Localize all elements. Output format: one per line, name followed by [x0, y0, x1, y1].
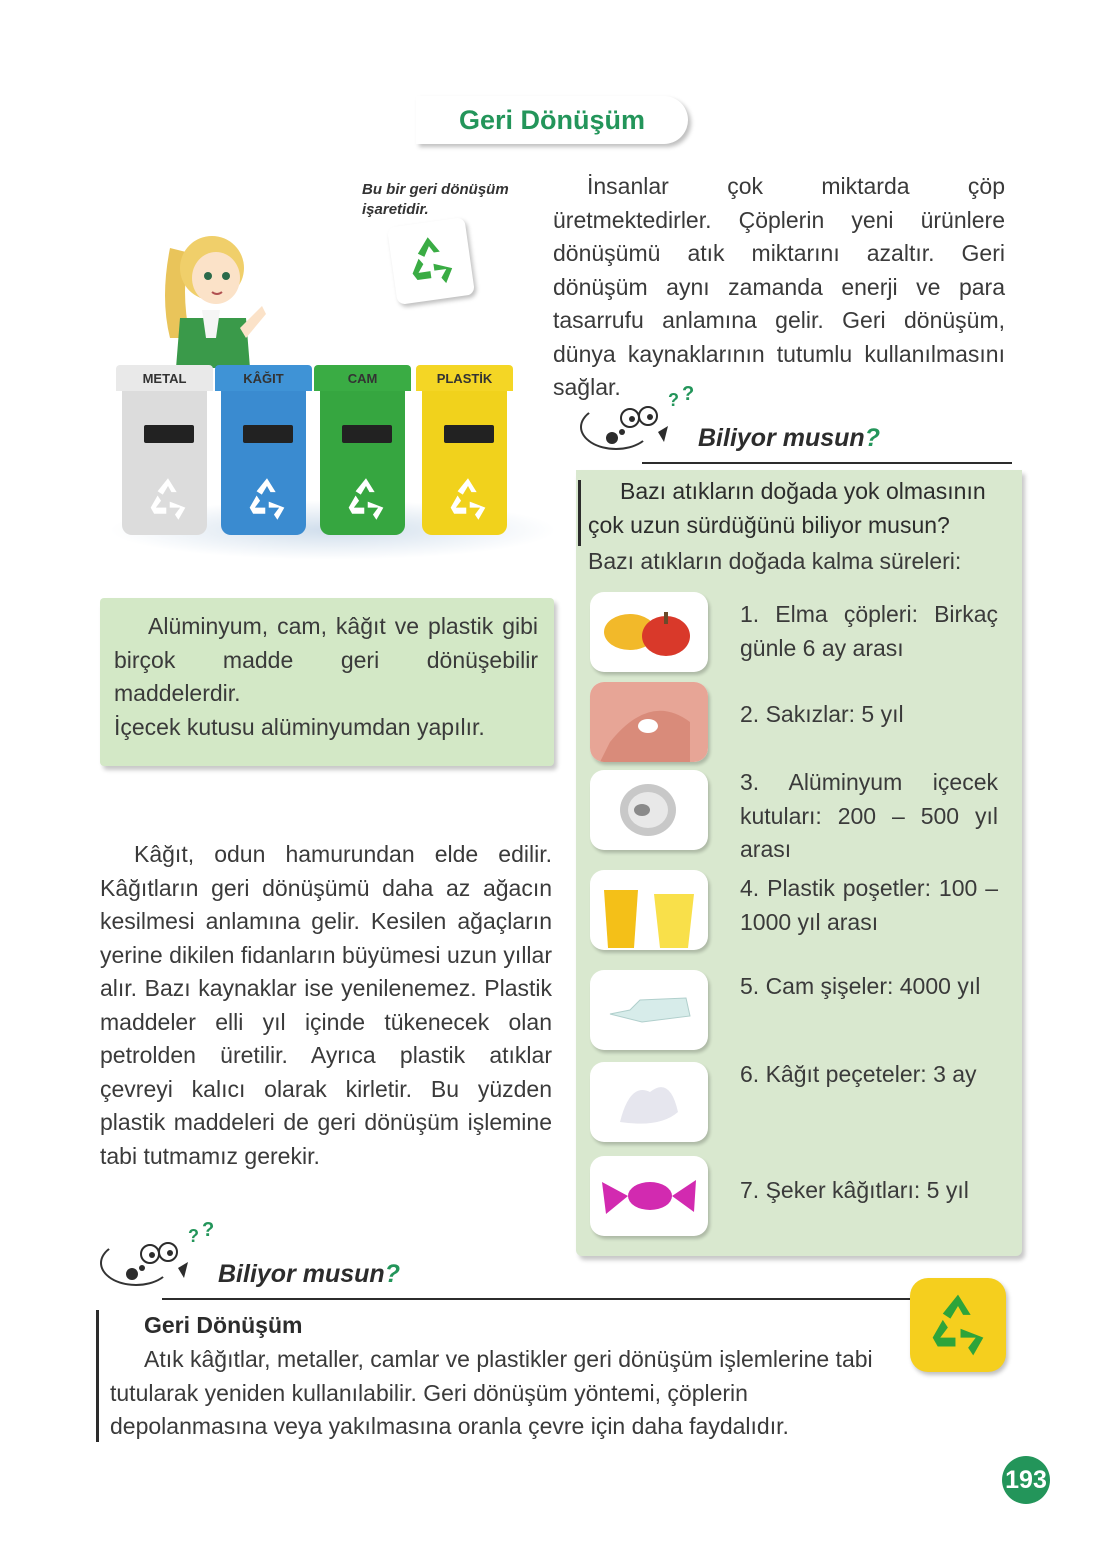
- thinking-character-icon: [118, 1222, 218, 1286]
- item-2-text: 2. Sakızlar: 5 yıl: [740, 701, 904, 727]
- green-box-line-1: Alüminyum, cam, kâğıt ve plastik gibi birçok madde geri dönüşebilir maddelerdir.: [114, 613, 538, 706]
- biliyor-musun-label: Biliyor musun?: [218, 1260, 400, 1288]
- recycle-icon: [241, 473, 293, 525]
- recyclable-materials-box: [100, 598, 554, 766]
- decomposition-question: Bazı atıkların doğada yok olmasının çok uzun sürdüğünü biliyor musun?: [588, 478, 986, 538]
- bin-paper: [217, 365, 310, 535]
- header-rule: [162, 1298, 920, 1300]
- biliyor-musun-header: [580, 386, 1012, 452]
- apple-core-icon: [590, 592, 708, 672]
- svg-text:?: ?: [668, 390, 679, 410]
- item-7-text: 7. Şeker kâğıtları: 5 yıl: [740, 1177, 969, 1203]
- recycle-icon: [142, 473, 194, 525]
- item-4-text: 4. Plastik poşetler: 100 – 1000 yıl arası: [740, 875, 998, 935]
- recycle-badge: [910, 1278, 1006, 1372]
- question-bar: [578, 480, 581, 546]
- recycle-sign-card: [387, 217, 475, 305]
- bin-label: METAL: [116, 365, 213, 391]
- glass-bottle-icon: [590, 970, 708, 1050]
- bin-label: KÂĞIT: [215, 365, 312, 391]
- header-rule: [642, 462, 1012, 464]
- recyclable-materials-text: [114, 610, 538, 744]
- bin-label: PLASTİK: [416, 365, 513, 391]
- chewing-gum-icon: [590, 682, 708, 762]
- item-1-text: 1. Elma çöpleri: Birkaç günle 6 ay arası: [740, 601, 998, 661]
- paper-napkin-icon: [590, 1062, 708, 1142]
- thinking-character-icon: [598, 386, 698, 450]
- svg-text:?: ?: [188, 1226, 199, 1246]
- recycle-sign-note: [362, 180, 509, 220]
- plastic-bag-icon: [590, 870, 708, 950]
- bin-label: CAM: [314, 365, 411, 391]
- item-6-text: 6. Kâğıt peçeteler: 3 ay: [740, 1061, 977, 1087]
- biliyor-musun-label: Biliyor musun?: [698, 424, 880, 452]
- bin-glass: [316, 365, 409, 535]
- svg-text:?: ?: [202, 1222, 215, 1241]
- aluminium-can-icon: [590, 770, 708, 850]
- recycling-bins: [100, 365, 560, 550]
- item-5-text: 5. Cam şişeler: 4000 yıl: [740, 973, 981, 999]
- bin-metal: [118, 365, 211, 535]
- paper-paragraph: Kâğıt, odun hamurundan elde edilir. Kâğıtların geri dönüşümü daha az ağacın kesilmesi anlamına gelir. Kesilen ağaçların yerine dikilen fidanların büyümesi uzun yıllar alır. Bazı kaynaklar ise yenilenemez. Plastik maddeler elli yıl içinde tükenecek olan petrolden üretilir. Ayrıca plastik atıklar çevreyi kalıcı olarak kirletir. Bu yüzden plastik maddeleri de geri dönüşüm işlemine tabi tutmamız gerekir.: [100, 841, 552, 1169]
- intro-paragraph: İnsanlar çok miktarda çöp üretmektedirler. Çöplerin yeni ürünlere dönüşümü atık miktarını azaltır. Geri dönüşüm aynı zamanda enerji ve para tasarrufu anlamına gelir. Geri dönüşüm, dünya kaynaklarının tutumlu kullanılmasını sağlar.: [553, 173, 1005, 400]
- page-title: Geri Dönüşüm: [416, 96, 688, 144]
- decomposition-subtitle: Bazı atıkların doğada kalma süreleri:: [588, 548, 962, 574]
- svg-text:?: ?: [682, 386, 695, 405]
- recycle-icon: [920, 1287, 996, 1363]
- note-line-1: Bu bir geri dönüşüm: [362, 181, 509, 198]
- biliyor-musun-header-bottom: [100, 1222, 920, 1288]
- bin-plastic: [418, 365, 511, 535]
- bottom-heading: Geri Dönüşüm: [144, 1312, 303, 1338]
- page-number: 193: [1002, 1456, 1050, 1504]
- recycle-icon: [397, 227, 465, 295]
- green-box-line-2: İçecek kutusu alüminyumdan yapılır.: [114, 713, 485, 740]
- note-line-2: işaretidir.: [362, 201, 429, 218]
- item-3-text: 3. Alüminyum içecek kutuları: 200 – 500 yıl arası: [740, 769, 998, 862]
- girl-illustration: [150, 218, 270, 368]
- bottom-bar: [96, 1310, 99, 1442]
- bottom-text: Atık kâğıtlar, metaller, camlar ve plastikler geri dönüşüm işlemlerine tabi tutularak yeniden kullanılabilir. Geri dönüşüm yöntemi, çöplerin depolanmasına veya yakılmasına oranla çevre için daha faydalıdır.: [110, 1346, 873, 1439]
- recycle-icon: [340, 473, 392, 525]
- recycle-icon: [442, 473, 494, 525]
